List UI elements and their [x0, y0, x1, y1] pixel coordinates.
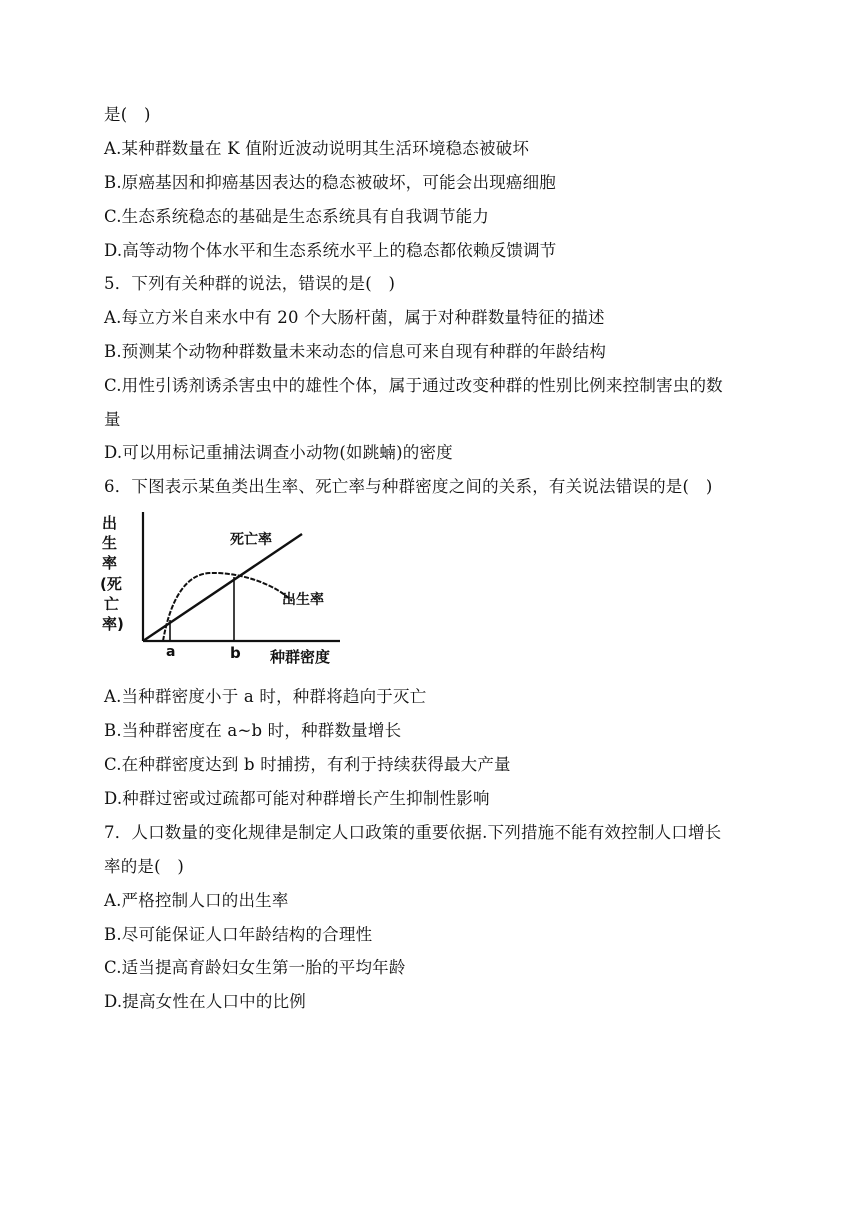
- birth-rate-label: 出生率: [282, 592, 324, 608]
- question-6-option-c: C.在种群密度达到 b 时捕捞，有利于持续获得最大产量: [104, 755, 511, 774]
- figure-svg: [100, 506, 350, 666]
- y-axis-label-3: 率: [102, 554, 118, 572]
- y-axis-label-4: (死: [100, 575, 122, 593]
- question-6-stem: 6．下图表示某鱼类出生率、死亡率与种群密度之间的关系，有关说法错误的是( ): [104, 477, 713, 496]
- question-6-option-d: D.种群过密或过疏都可能对种群增长产生抑制性影响: [104, 789, 490, 808]
- question-7-option-d: D.提高女性在人口中的比例: [104, 992, 306, 1011]
- question-5-option-c: C.用性引诱剂诱杀害虫中的雄性个体，属于通过改变种群的性别比例来控制害虫的数: [104, 376, 723, 395]
- question-5-option-b: B.预测某个动物种群数量未来动态的信息可来自现有种群的年龄结构: [104, 342, 607, 361]
- y-axis-label-2: 生: [102, 534, 118, 552]
- y-axis-label-6: 率): [102, 615, 124, 633]
- question-4-option-c: C.生态系统稳态的基础是生态系统具有自我调节能力: [104, 207, 490, 226]
- question-5-option-c-cont: 量: [104, 410, 121, 429]
- question-7-stem-cont: 率的是( ): [104, 857, 185, 876]
- question-5-stem: 5．下列有关种群的说法，错误的是( ): [104, 274, 396, 293]
- point-b-label: b: [230, 644, 241, 662]
- question-7-option-b: B.尽可能保证人口年龄结构的合理性: [104, 925, 373, 944]
- question-5-option-d: D.可以用标记重捕法调查小动物(如跳蝻)的密度: [104, 443, 453, 462]
- y-axis-label-1: 出: [102, 514, 118, 532]
- question-7-stem: 7．人口数量的变化规律是制定人口政策的重要依据.下列措施不能有效控制人口增长: [104, 823, 722, 842]
- question-6-option-a: A.当种群密度小于 a 时，种群将趋向于灭亡: [104, 687, 427, 706]
- question-4-option-d: D.高等动物个体水平和生态系统水平上的稳态都依赖反馈调节: [104, 241, 557, 260]
- birth-death-rate-figure: [100, 506, 350, 666]
- y-axis-label-5: 亡: [104, 595, 120, 613]
- question-7-option-c: C.适当提高育龄妇女生第一胎的平均年龄: [104, 958, 406, 977]
- question-4-stem-end: 是( ): [104, 105, 151, 124]
- question-5-option-a: A.每立方米自来水中有 20 个大肠杆菌，属于对种群数量特征的描述: [104, 308, 605, 327]
- death-rate-label: 死亡率: [230, 532, 272, 548]
- question-7-option-a: A.严格控制人口的出生率: [104, 891, 289, 910]
- question-4-option-b: B.原癌基因和抑癌基因表达的稳态被破坏，可能会出现癌细胞: [104, 173, 556, 192]
- question-6-option-b: B.当种群密度在 a~b 时，种群数量增长: [104, 721, 402, 740]
- question-4-option-a: A.某种群数量在 K 值附近波动说明其生活环境稳态被破坏: [104, 139, 530, 158]
- x-axis-label: 种群密度: [270, 648, 331, 666]
- point-a-label: a: [166, 644, 176, 660]
